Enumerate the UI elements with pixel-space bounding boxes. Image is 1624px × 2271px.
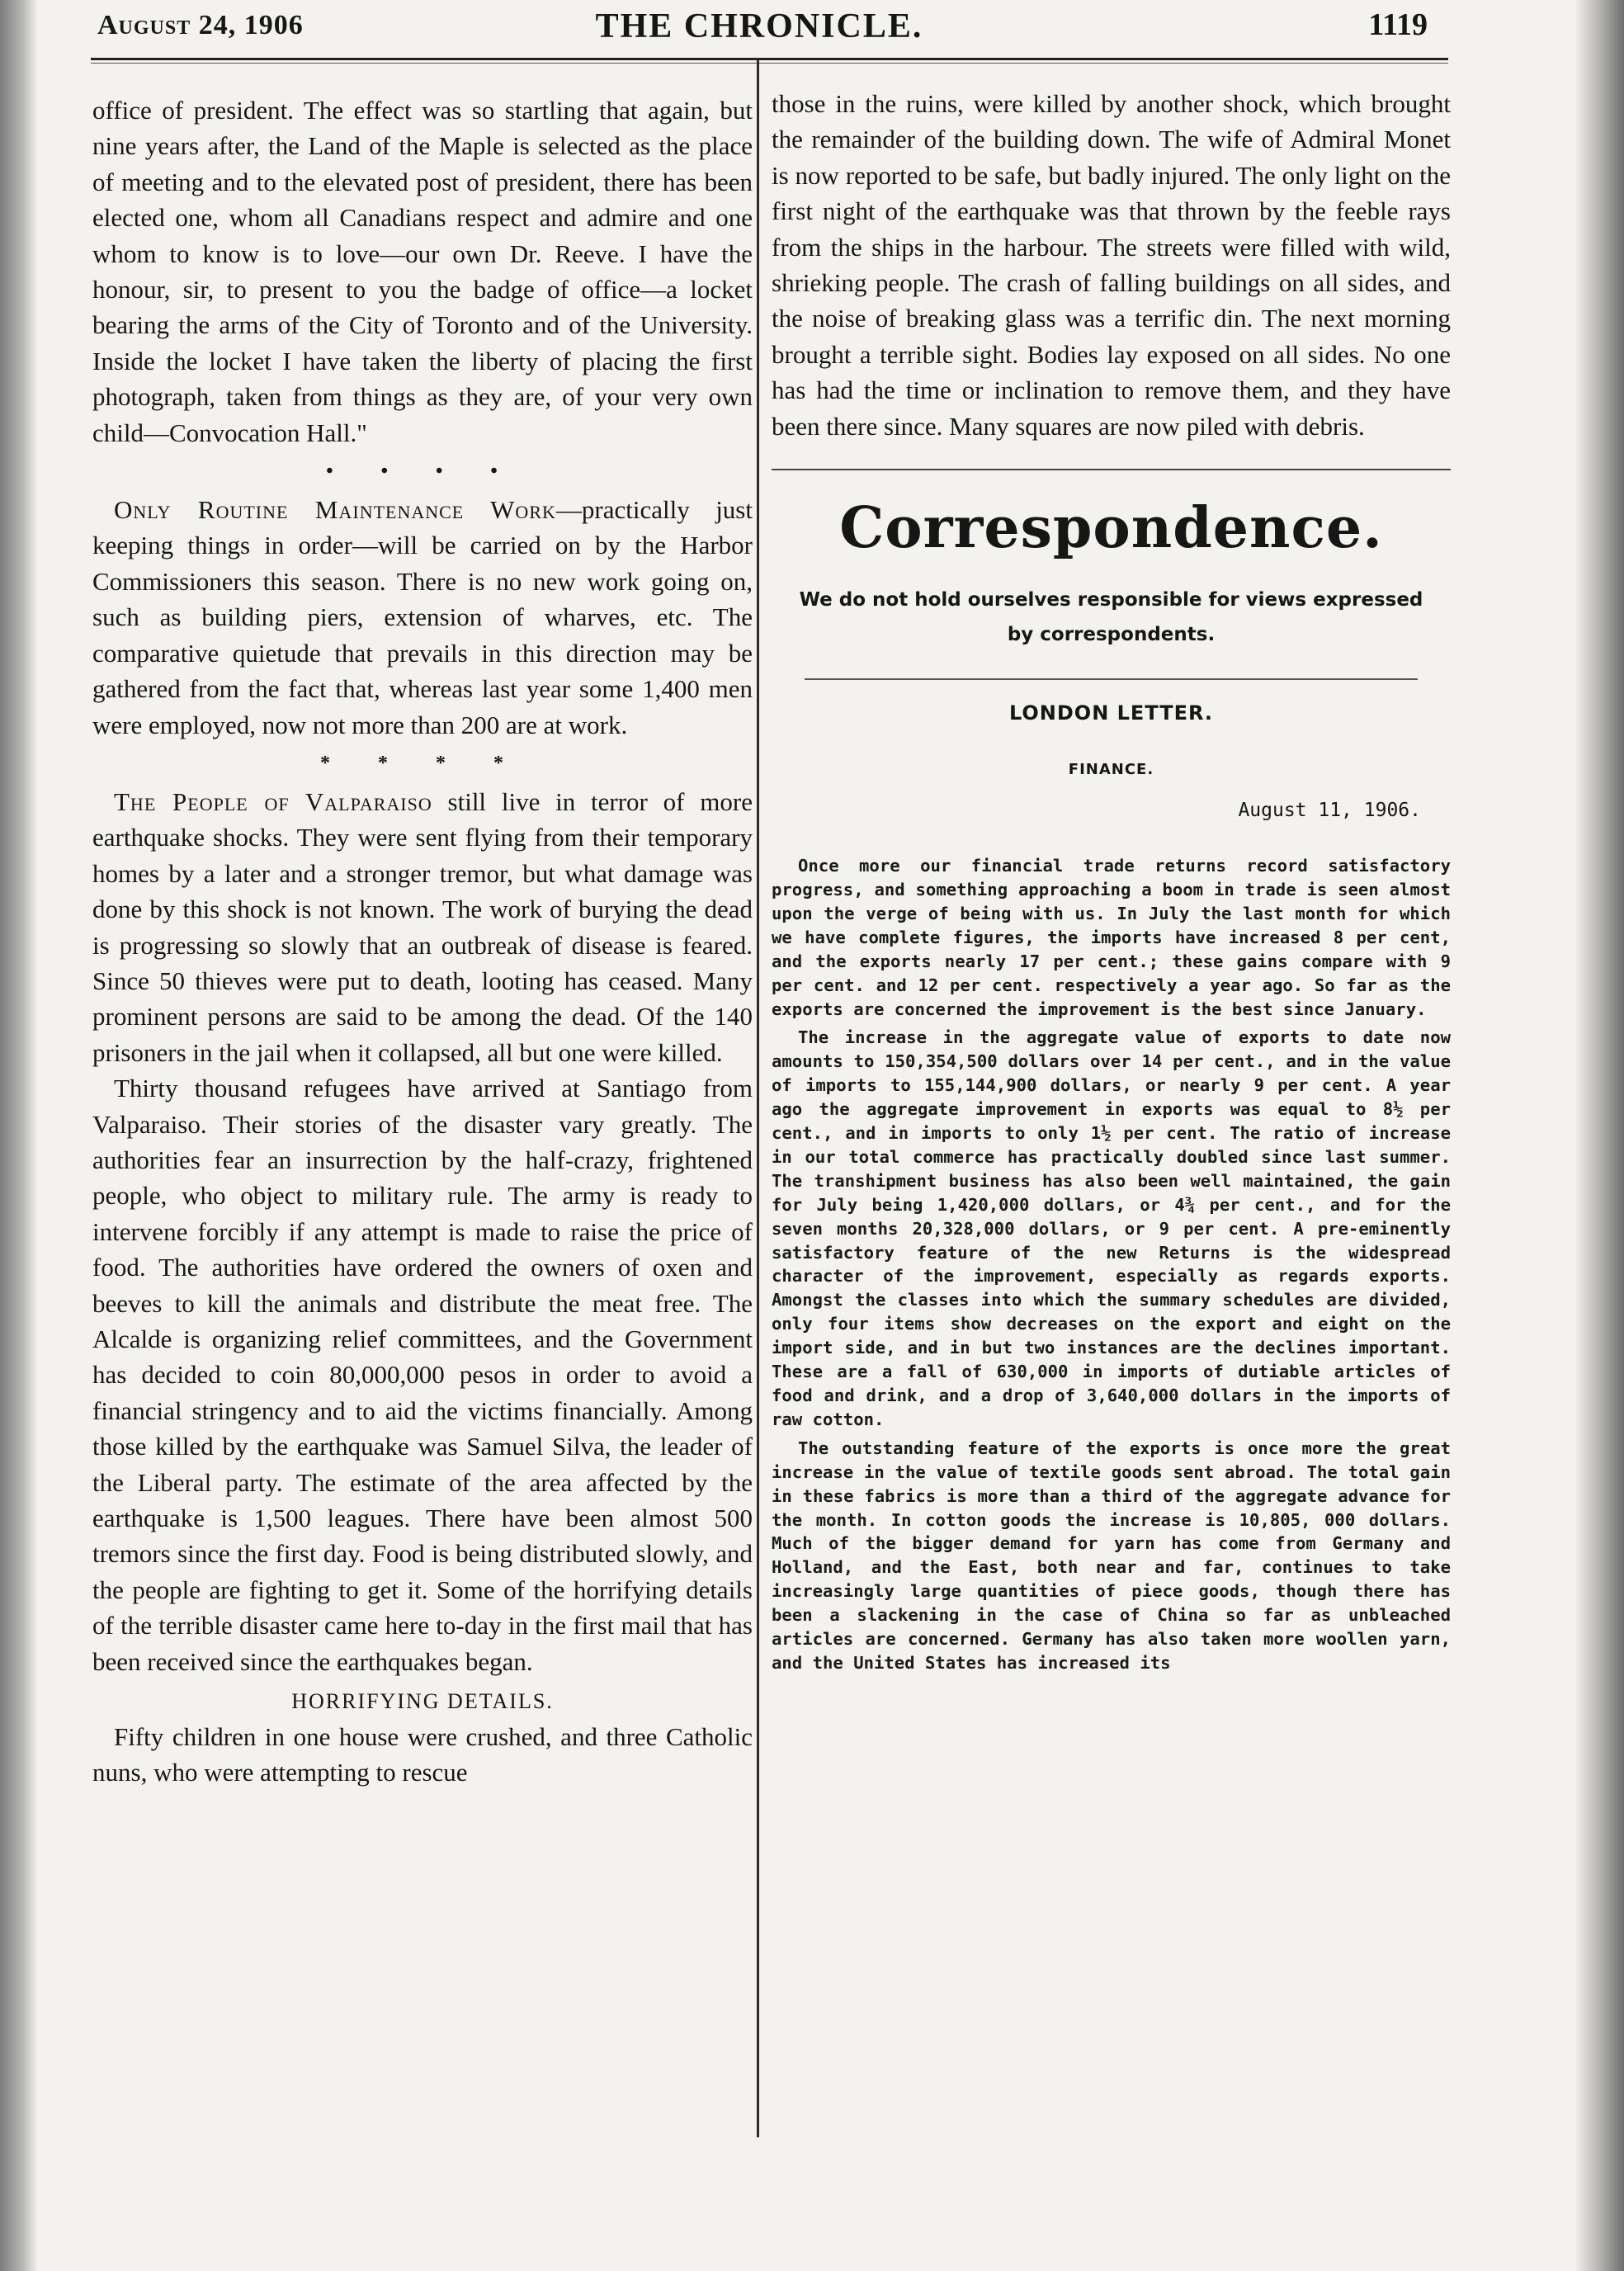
correspondence-heading: Correspondence. [839, 495, 1383, 562]
article-paragraph: office of president. The effect was so startling that again, but nine years after, the Land of the Maple is selected as the place of meeting and to the elevated post of president, there has been elected one, whom all Canadians respect and admire and one whom to know is to love—our own Dr. Reeve. I have the honour, sir, to present to you the badge of office—a locket bearing the arms of the City of Toronto and of the University. Inside the locket I have taken the liberty of placing the first photograph, taken from things as they are, of your very own child—Convocation Hall." [92, 96, 753, 447]
article-paragraph: The People of Valparaiso still live in terror of more earthquake shocks. They were sent flying from their temporary homes by a later and a stronger tremor, but what damage was done by this shock is not known. The work of burying the dead is progressing so slowly that an outbreak of disease is feared. Since 50 thieves were put to death, looting has ceased. Many prominent persons are said to be among the dead. Of the 140 prisoners in the jail when it collapsed, all but one were killed. [92, 786, 753, 1067]
header-date: August 24, 1906 [97, 10, 304, 40]
masthead-title: THE CHRONICLE. [595, 7, 923, 45]
section-separator: * * * * [320, 752, 525, 774]
page-header [83, 0, 1436, 59]
lead-in: Only Routine Maintenance Work [114, 495, 556, 525]
header-rule [91, 58, 1448, 60]
article-paragraph: those in the ruins, were killed by another shock, which brought the remainder of the building down. The wife of Admiral Monet is now reported to be safe, but badly injured. The only light on the first night of the earthquake was that thrown by the feeble rays from the ships in the harbour. The streets were filled with wild, shrieking people. The crash of falling buildings on all sides, and the noise of breaking glass was a terrific din. The next morning brought a terrible sight. Bodies lay exposed on all sides. No one has had the time or inclination to remove them, and they have been there since. Many squares are now piled with debris. [772, 89, 1451, 441]
column-divider [757, 58, 759, 2137]
section-rule [805, 678, 1418, 680]
lead-in: The People of Valparaiso [114, 786, 432, 816]
letter-subtitle: FINANCE. [1068, 761, 1154, 779]
article-paragraph: Only Routine Maintenance Work—practically just keeping things in order—will be carried on by the Harbor Commissioners this season. There is no new work going on, such as building piers, extension of wharves, etc. The comparative quietude that prevails in this direction may be gathered from the fact that, whereas last year some 1,400 men were employed, now not more than 200 are at work. [92, 495, 753, 739]
left-column [92, 92, 753, 1791]
article-paragraph: Fifty children in one house were crushed, and three Catholic nuns, who were attempting to rescue [92, 1722, 753, 1787]
letter-paragraph: The increase in the aggregate value of exports to date now amounts to 150,354,500 dollars over 14 per cent., and in the value of imports to 155,144,900 dollars, or nearly 9 per cent. A year ago the aggregate improvement in exports was equal to 8½ per cent., and in imports to only 1½ per cent. The ratio of increase in our total commerce has practically doubled since last summer. The transhipment business has also been well maintained, the gain for July being 1,420,000 dollars, or 4¾ per cent., and for the seven months 20,328,000 dollars, or 9 per cent. A pre-eminently satisfactory feature of the new Returns is the widespread character of the improvement, especially as regards exports. Amongst the classes into which the summary schedules are divided, only four items show decreases on the export and eight on the import side, and in but two instances are the declines important. These are a fall of 630,000 in imports of dutiable articles of food and drink, and a drop of 3,640,000 dollars in the imports of raw cotton. [772, 1027, 1451, 1429]
right-column [772, 86, 1451, 1680]
section-rule [772, 469, 1451, 470]
scan-left-edge [0, 0, 38, 2271]
subheading: HORRIFYING DETAILS. [291, 1689, 554, 1714]
scan-right-edge [1574, 0, 1624, 2271]
letter-body [772, 854, 1451, 1675]
letter-title: LONDON LETTER. [1008, 701, 1214, 725]
article-paragraph: Thirty thousand refugees have arrived at Santiago from Valparaiso. Their stories of the disaster vary greatly. The authorities fear an insurrection by the half-crazy, frightened people, who object to military rule. The army is ready to intervene forcibly if any attempt is made to raise the price of food. The authorities have ordered the owners of oxen and beeves to kill the animals and distribute the meat free. The Alcalde is organizing relief committees, and the Government has decided to coin 80,000,000 pesos in order to avoid a financial stringency and to aid the victims financially. Among those killed by the earthquake was Samuel Silva, the leader of the Liberal party. The estimate of the area affected by the earthquake is 1,500 leagues. There have been almost 500 tremors since the first day. Food is being distributed slowly, and the people are fighting to get it. Some of the horrifying details of the terrible disaster came here to-day in the first mail that has been received since the earthquakes began. [92, 1074, 753, 1676]
disclaimer: We do not hold ourselves responsible for views expressed by correspondents. [799, 589, 1423, 646]
page-number: 1119 [1368, 7, 1428, 42]
letter-date: August 11, 1906. [1238, 800, 1421, 822]
header-rule-thin [91, 63, 1448, 64]
letter-paragraph: The outstanding feature of the exports is once more the great increase in the value of textile goods sent abroad. The total gain in these fabrics is more than a third of the aggregate advance for the month. In cotton goods the increase is 10,805, 000 dollars. Much of the bigger demand for yarn has come from Germany and Holland, and the East, both near and far, continues to take increasingly large quantities of piece goods, though there has been a slackening in the case of China so far as unbleached articles are concerned. Germany has also taken more woollen yarn, and the United States has increased its [772, 1438, 1451, 1673]
section-separator: • • • • [326, 460, 519, 483]
letter-paragraph: Once more our financial trade returns record satisfactory progress, and something approaching a boom in trade is seen almost upon the verge of being with us. In July the last month for which we have complete figures, the imports have increased 8 per cent, and the exports nearly 17 per cent.; these gains compare with 9 per cent. and 12 per cent. respectively a year ago. So far as the exports are concerned the improvement is the best since January. [772, 856, 1451, 1019]
continued-article [772, 86, 1451, 444]
